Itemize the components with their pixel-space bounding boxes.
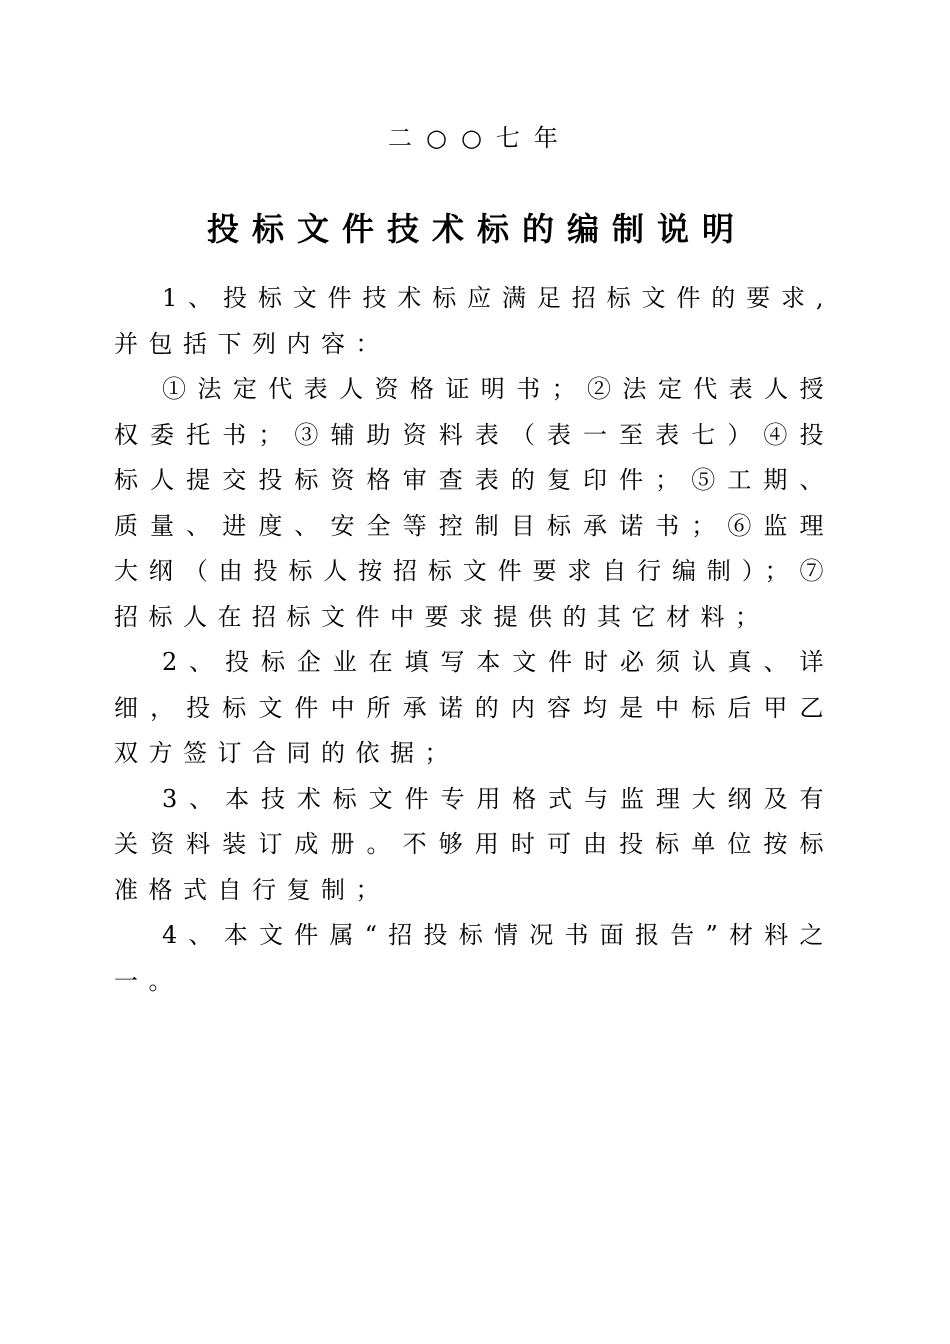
paragraph-item-3: 3、本技术标文件专用格式与监理大纲及有关资料装订成册。不够用时可由投标单位按标准格式自行复制； bbox=[114, 784, 834, 904]
paragraph-contents-list: ①法定代表人资格证明书；②法定代表人授权委托书；③辅助资料表（表一至表七）④投标人提交投标资格审查表的复印件；⑤工期、质量、进度、安全等控制目标承诺书；⑥监理大纲（由投标人按招标文件要求自行编制）；⑦招标人在招标文件中要求提供的其它材料； bbox=[114, 375, 834, 631]
paragraph-item-2: 2、投标企业在填写本文件时必须认真、详细，投标文件中所承诺的内容均是中标后甲乙双方签订合同的依据； bbox=[114, 648, 834, 767]
paragraph-item-1: 1、投标文件技术标应满足招标文件的要求,并包括下列内容： bbox=[114, 284, 834, 358]
document-body bbox=[114, 276, 834, 1004]
document-title: 投标文件技术标的编制说明 bbox=[206, 210, 747, 248]
document-year: 二○○七年 bbox=[388, 124, 572, 152]
paragraph-item-4: 4、本文件属“招投标情况书面报告”材料之一。 bbox=[114, 921, 834, 995]
